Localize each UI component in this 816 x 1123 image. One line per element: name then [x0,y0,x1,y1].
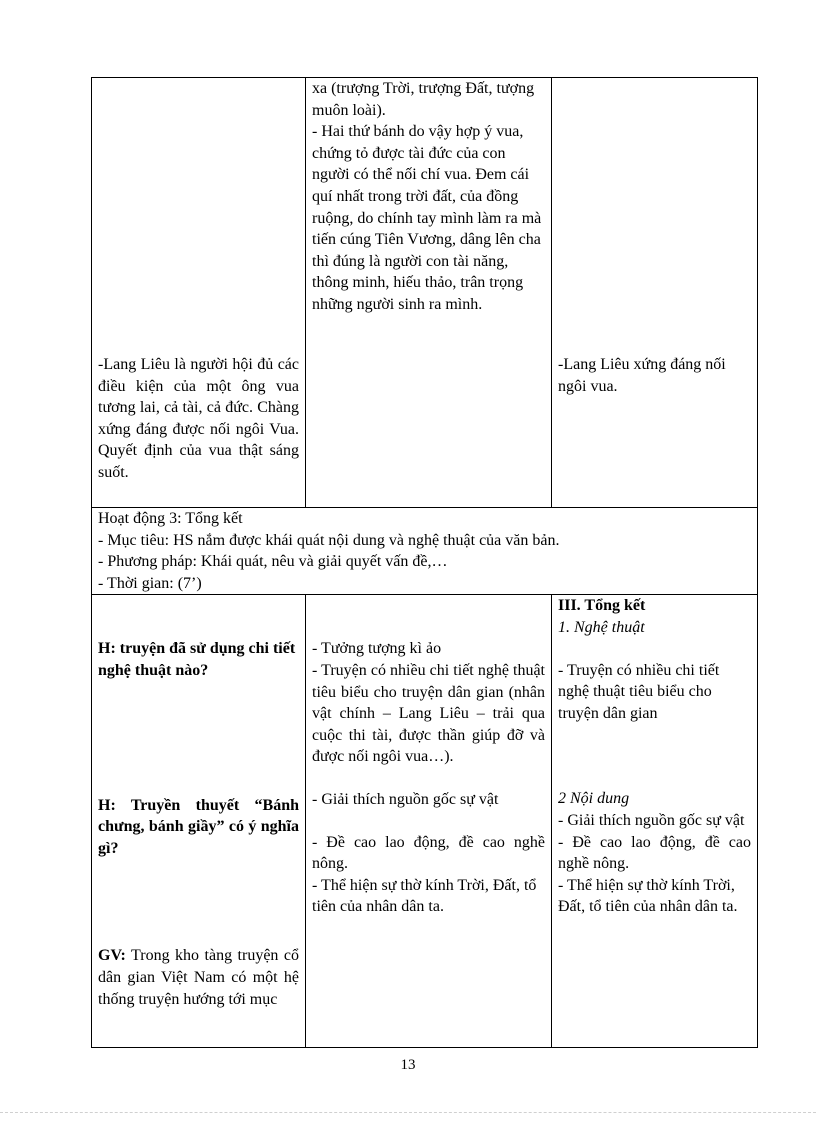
question-1: H: truyện đã sử dụng chi tiết nghệ thuật nào? [98,640,296,679]
paragraph: xa (trượng Trời, trượng Đất, tượng muôn loài). [312,80,535,119]
table-row [92,78,758,508]
page-edge-divider [0,1112,816,1113]
paragraph: - Hai thứ bánh do vậy hợp ý vua, chứng tỏ được tài đức của con người có thể nối chí vua. Đem cái quí nhất trong trời đất, của đồng ruộng, do chính tay mình làm ra mà tiến cúng Tiên Vương, dâng lên cha thì đúng là người con tài năng, thông minh, hiếu thảo, trân trọng những người sinh ra mình. [312,123,542,313]
teacher-note: GV: Trong kho tàng truyện cổ dân gian Việt Nam có một hệ thống truyện hướng tới mục [98,947,299,1008]
answer-4: - Đề cao lao động, đề cao nghề nông. [312,833,545,873]
cell-student [306,78,552,508]
answer-1: - Tưởng tượng kì ảo [312,640,442,658]
table-row [92,508,758,595]
activity-time: - Thời gian: (7’) [98,574,202,592]
cell-content [552,78,758,508]
cell-teacher [92,78,306,508]
content-1: - Giải thích nguồn gốc sự vật [558,811,745,829]
art-summary: - Truyện có nhiều chi tiết nghệ thuật tiêu biểu cho truyện dân gian [558,661,720,722]
answer-2: - Truyện có nhiều chi tiết nghệ thuật tiêu biểu cho truyện dân gian (nhân vật chính – Lang Liêu – trải qua cuộc thi tài, được thần giúp đỡ và được nối ngôi vua…). [312,661,545,766]
paragraph: -Lang Liêu là người hội đủ các điều kiện của một ông vua tương lai, cả tài, cả đức. Chàng xứng đáng được nối ngôi Vua. Quyết định của vua thật sáng suốt. [98,356,299,481]
activity-goal: - Mục tiêu: HS nắm được khái quát nội dung và nghệ thuật của văn bản. [98,531,560,549]
table-row [92,595,758,1048]
cell-student [306,595,552,1048]
content-3: - Thể hiện sự thờ kính Trời, Đất, tổ tiên của nhân dân ta. [558,876,738,916]
activity-title: Hoạt động 3: Tổng kết [98,510,243,527]
subheading-art: 1. Nghệ thuật [558,618,645,636]
cell-teacher [92,595,306,1048]
lesson-table [91,77,758,1048]
content-2: - Đề cao lao động, đề cao nghề nông. [558,833,751,873]
question-2: H: Truyền thuyết “Bánh chưng, bánh giầy” có ý nghĩa gì? [98,796,299,857]
summary-heading: III. Tổng kết [558,597,646,615]
subheading-content: 2 Nội dung [558,790,630,808]
answer-5: - Thể hiện sự thờ kính Trời, Đất, tổ tiên của nhân dân ta. [312,876,537,916]
teacher-note-text: Trong kho tàng truyện cổ dân gian Việt Nam có một hệ thống truyện hướng tới mục [98,947,299,1008]
activity-cell [92,508,758,595]
page-number: 13 [400,1057,416,1073]
answer-3: - Giải thích nguồn gốc sự vật [312,790,499,808]
activity-method: - Phương pháp: Khái quát, nêu và giải quyết vấn đề,… [98,553,448,571]
paragraph: -Lang Liêu xứng đáng nối ngôi vua. [558,356,726,395]
cell-content [552,595,758,1048]
